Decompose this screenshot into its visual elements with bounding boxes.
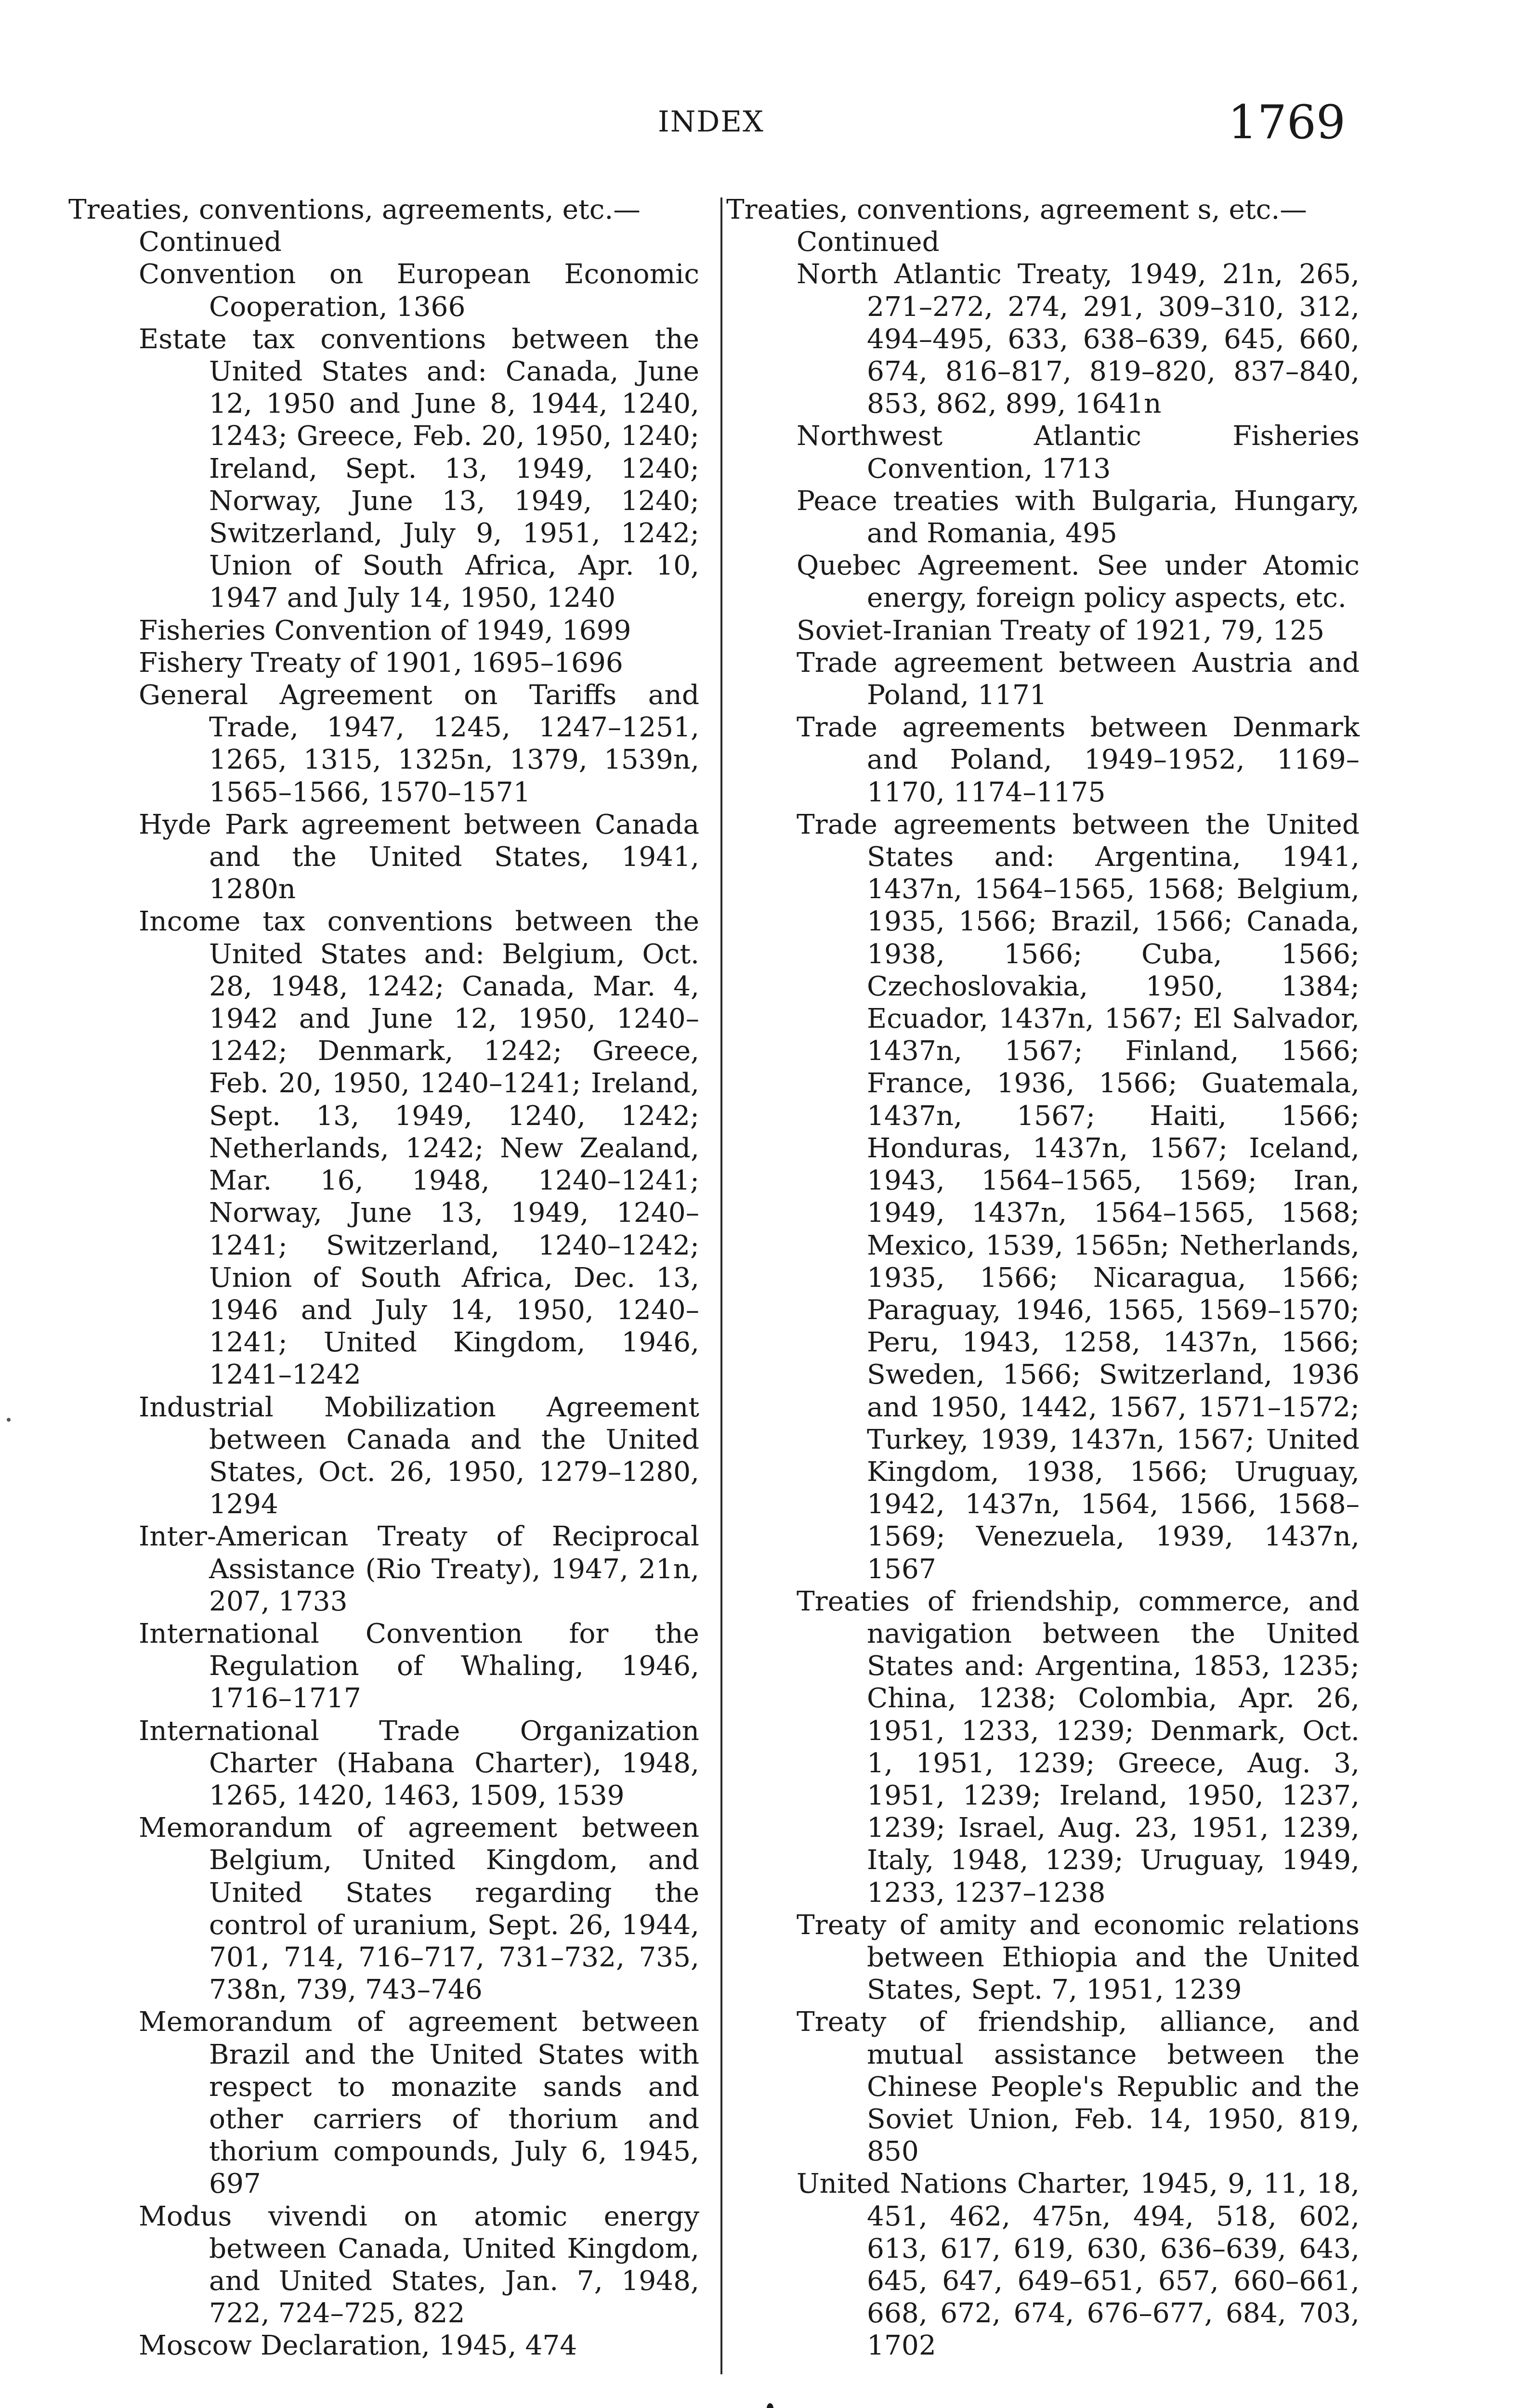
index-entry: International Convention for the Regulation of Whaling, 1946, 1716–1717 — [139, 1618, 699, 1714]
index-entry: International Trade Organization Charter (Habana Charter), 1948, 1265, 1420, 1463, 1509, 1539 — [139, 1715, 699, 1811]
index-entry: Fisheries Convention of 1949, 1699 — [139, 615, 631, 646]
index-entry: Moscow Declaration, 1945, 474 — [139, 2330, 577, 2362]
index-entry: Inter-American Treaty of Reciprocal Assistance (Rio Treaty), 1947, 21n, 207, 1733 — [139, 1521, 699, 1617]
index-heading: Treaties, conventions, agreement s, etc.— — [726, 194, 1307, 225]
index-entry: Treaty of amity and economic relations between Ethiopia and the United States, Sept. 7, 1951, 1239 — [797, 1909, 1360, 2006]
continued-label: Continued — [797, 226, 940, 258]
running-head: INDEX — [658, 105, 764, 139]
footer-bullet-mark — [767, 2403, 773, 2408]
margin-speck — [7, 1418, 11, 1422]
index-entry: North Atlantic Treaty, 1949, 21n, 265, 271–272, 274, 291, 309–310, 312, 494–495, 633, 638–639, 645, 660, 674, 816–817, 819–820, 837–840, 853, 862, 899, 1641n — [797, 259, 1360, 420]
index-entry: Memorandum of agreement between Brazil and the United States with respect to monazite sands and other carriers of thorium and thorium compounds, July 6, 1945, 697 — [139, 2006, 699, 2200]
index-entry: Treaties of friendship, commerce, and navigation between the United States and: Argentina, 1853, 1235; China, 1238; Colombia, Apr. 26, 1951, 1233, 1239; Denmark, Oct. 1, 1951, 1239; Greece, Aug. 3, 1951, 1239; Ireland, 1950, 1237, 1239; Israel, Aug. 23, 1951, 1239, Italy, 1948, 1239; Uruguay, 1949, 1233, 1237–1238 — [797, 1585, 1360, 1909]
index-entry: Peace treaties with Bulgaria, Hungary, and Romania, 495 — [797, 485, 1360, 550]
index-entry: Treaty of friendship, alliance, and mutual assistance between the Chinese People's Republic and the Soviet Union, Feb. 14, 1950, 819, 850 — [797, 2006, 1360, 2168]
continued-label: Continued — [139, 226, 282, 258]
index-entry: Quebec Agreement. See under Atomic energy, foreign policy aspects, etc. — [797, 550, 1360, 614]
index-column-right — [726, 194, 1360, 2362]
index-entry: Modus vivendi on atomic energy between Canada, United Kingdom, and United States, Jan. 7, 1948, 722, 724–725, 822 — [139, 2200, 699, 2329]
page-number: 1769 — [1228, 95, 1346, 149]
index-column-left — [68, 194, 699, 2362]
index-entry: Soviet-Iranian Treaty of 1921, 79, 125 — [797, 615, 1325, 646]
index-entry: Memorandum of agreement between Belgium, United Kingdom, and United States regarding the control of uranium, Sept. 26, 1944, 701, 714, 716–717, 731–732, 735, 738n, 739, 743–746 — [139, 1812, 699, 2006]
column-divider — [720, 197, 722, 2374]
index-entry: Convention on European Economic Cooperation, 1366 — [139, 259, 699, 323]
index-entry: Estate tax conventions between the United States and: Canada, June 12, 1950 and June 8, 1944, 1240, 1243; Greece, Feb. 20, 1950, 1240; Ireland, Sept. 13, 1949, 1240; Norway, June 13, 1949, 1240; Switzerland, July 9, 1951, 1242; Union of South Africa, Apr. 10, 1947 and July 14, 1950, 1240 — [139, 323, 699, 614]
index-entry: Trade agreement between Austria and Poland, 1171 — [797, 647, 1360, 711]
index-entry: Industrial Mobilization Agreement between Canada and the United States, Oct. 26, 1950, 1279–1280, 1294 — [139, 1391, 699, 1520]
index-entry: Trade agreements between Denmark and Poland, 1949–1952, 1169–1170, 1174–1175 — [797, 712, 1360, 808]
index-heading: Treaties, conventions, agreements, etc.— — [68, 194, 641, 225]
index-entry: Income tax conventions between the United States and: Belgium, Oct. 28, 1948, 1242; Canada, Mar. 4, 1942 and June 12, 1950, 1240–1242; Denmark, 1242; Greece, Feb. 20, 1950, 1240–1241; Ireland, Sept. 13, 1949, 1240, 1242; Netherlands, 1242; New Zealand, Mar. 16, 1948, 1240–1241; Norway, June 13, 1949, 1240–1241; Switzerland, 1240–1242; Union of South Africa, Dec. 13, 1946 and July 14, 1950, 1240–1241; United Kingdom, 1946, 1241–1242 — [139, 906, 699, 1391]
index-entry: Fishery Treaty of 1901, 1695–1696 — [139, 647, 623, 679]
index-entry: Hyde Park agreement between Canada and the United States, 1941, 1280n — [139, 809, 699, 905]
index-entry: General Agreement on Tariffs and Trade, 1947, 1245, 1247–1251, 1265, 1315, 1325n, 1379, 1539n, 1565–1566, 1570–1571 — [139, 680, 699, 808]
index-entry: Trade agreements between the United States and: Argentina, 1941, 1437n, 1564–1565, 1568; Belgium, 1935, 1566; Brazil, 1566; Canada, 1938, 1566; Cuba, 1566; Czechoslovakia, 1950, 1384; Ecuador, 1437n, 1567; El Salvador, 1437n, 1567; Finland, 1566; France, 1936, 1566; Guatemala, 1437n, 1567; Haiti, 1566; Honduras, 1437n, 1567; Iceland, 1943, 1564–1565, 1569; Iran, 1949, 1437n, 1564–1565, 1568; Mexico, 1539, 1565n; Netherlands, 1935, 1566; Nicaragua, 1566; Paraguay, 1946, 1565, 1569–1570; Peru, 1943, 1258, 1437n, 1566; Sweden, 1566; Switzerland, 1936 and 1950, 1442, 1567, 1571–1572; Turkey, 1939, 1437n, 1567; United Kingdom, 1938, 1566; Uruguay, 1942, 1437n, 1564, 1566, 1568–1569; Venezuela, 1939, 1437n, 1567 — [797, 809, 1360, 1585]
index-entry: United Nations Charter, 1945, 9, 11, 18, 451, 462, 475n, 494, 518, 602, 613, 617, 619, 630, 636–639, 643, 645, 647, 649–651, 657, 660–661, 668, 672, 674, 676–677, 684, 703, 1702 — [797, 2168, 1360, 2362]
index-entry: Northwest Atlantic Fisheries Convention, 1713 — [797, 420, 1360, 484]
